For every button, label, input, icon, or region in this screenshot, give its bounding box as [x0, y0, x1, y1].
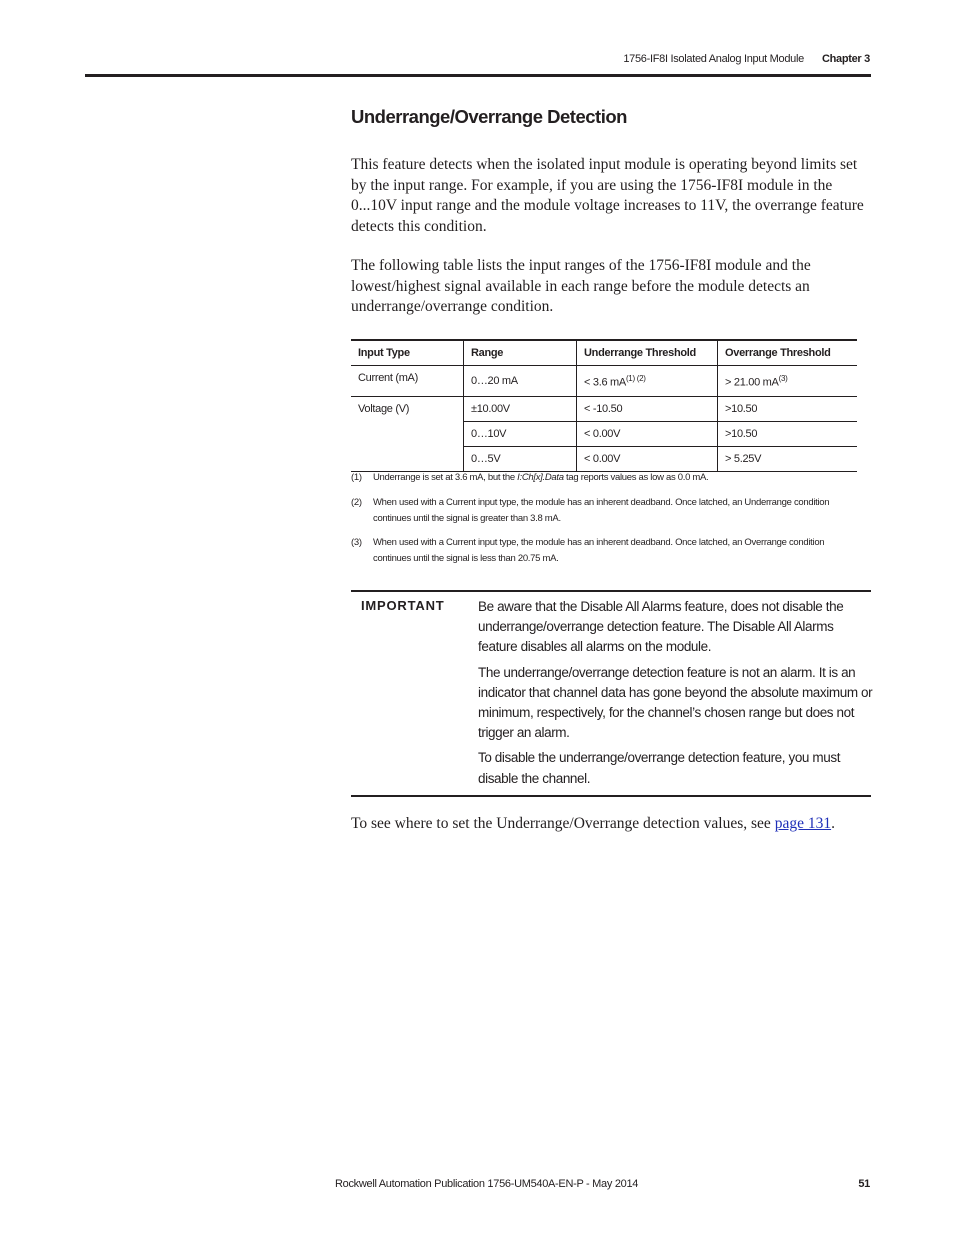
- important-paragraph: Be aware that the Disable All Alarms feature, does not disable the underrange/overrange detection feature. The Disable All Alarms feature disables all alarms on the module.: [478, 599, 844, 655]
- footnote-text-part: tag reports values as low as 0.0 mA.: [563, 472, 709, 483]
- footnote-text: When used with a Current input type, the module has an inherent deadband. Once latched, an Underrange condition continues until the signal is greater than 3.8 mA.: [373, 497, 830, 524]
- col-header-overrange: Overrange Threshold: [718, 340, 858, 366]
- closing-period: .: [831, 815, 835, 832]
- footnote-text-part: Underrange is set at 3.6 mA, but the: [373, 472, 518, 483]
- table-intro-paragraph: The following table lists the input ranges of the 1756-IF8I module and the lowest/highest signal available in each range before the module detects an underrange/overrange condition.: [351, 257, 811, 315]
- footnote-text: When used with a Current input type, the module has an inherent deadband. Once latched, an Overrange condition continues until the signal is less than 20.75 mA.: [373, 537, 825, 564]
- footnote-number: (1): [351, 472, 362, 483]
- cell-range: 0…5V: [464, 447, 577, 472]
- footnote-ref: (1) (2): [625, 373, 646, 383]
- footer-publication: Rockwell Automation Publication 1756-UM540A-EN-P - May 2014: [335, 1178, 639, 1190]
- cell-overrange: [718, 366, 858, 397]
- cell-overrange: > 5.25V: [718, 447, 858, 472]
- col-header-range: Range: [464, 340, 577, 366]
- cell-input-type: Current (mA): [351, 366, 464, 397]
- cell-input-type: Voltage (V): [351, 397, 464, 472]
- col-header-underrange: Underrange Threshold: [577, 340, 718, 366]
- cell-overrange: >10.50: [718, 422, 858, 447]
- cell-underrange: < -10.50: [577, 397, 718, 422]
- cell-range: ±10.00V: [464, 397, 577, 422]
- underrange-value: < 3.6 mA: [584, 376, 626, 389]
- important-label: IMPORTANT: [361, 598, 445, 613]
- footnote-2: [351, 495, 861, 526]
- closing-text: To see where to set the Underrange/Overrange detection values, see: [351, 815, 775, 832]
- threshold-table: [351, 339, 857, 472]
- important-box: [351, 590, 871, 797]
- important-paragraph: To disable the underrange/overrange detection feature, you must disable the channel.: [478, 750, 841, 786]
- cell-range: 0…10V: [464, 422, 577, 447]
- important-body: [478, 597, 873, 794]
- intro-paragraph: This feature detects when the isolated input module is operating beyond limits set by the input range. For example, if you are using the 1756-IF8I module in the 0...10V input range and the module voltage increases to 11V, the overrange feature detects this condition.: [351, 156, 864, 235]
- cell-overrange: >10.50: [718, 397, 858, 422]
- page-131-link[interactable]: page 131: [774, 815, 832, 832]
- section-title: Underrange/Overrange Detection: [351, 106, 627, 127]
- page-footer: [0, 1176, 954, 1194]
- footnote-1: [351, 470, 861, 486]
- header-chapter: Chapter 3: [821, 53, 870, 65]
- cell-underrange: < 0.00V: [577, 447, 718, 472]
- overrange-value: > 21.00 mA: [725, 376, 779, 389]
- footnote-3: [351, 535, 861, 566]
- col-header-input-type: Input Type: [351, 340, 464, 366]
- cell-underrange: [577, 366, 718, 397]
- footnote-text: [373, 470, 861, 486]
- page-number: 51: [858, 1178, 870, 1190]
- table-header-row: [351, 340, 857, 366]
- important-paragraph: The underrange/overrange detection feature is not an alarm. It is an indicator that channel data has gone beyond the absolute maximum or minimum, respectively, for the channel’s chosen range but does not trigger an alarm.: [478, 664, 873, 741]
- header-doc-title: 1756-IF8I Isolated Analog Input Module: [623, 53, 804, 65]
- running-header: [623, 53, 870, 65]
- table-row: [351, 397, 857, 422]
- footnote-number: (2): [351, 497, 362, 508]
- footnote-number: (3): [351, 537, 362, 548]
- closing-paragraph: [351, 814, 873, 835]
- header-rule: [85, 74, 871, 77]
- tag-name: I:Ch[x].Data: [517, 472, 564, 483]
- table-row: [351, 366, 857, 397]
- cell-range: 0…20 mA: [464, 366, 577, 397]
- footnote-ref: (3): [778, 373, 788, 383]
- cell-underrange: < 0.00V: [577, 422, 718, 447]
